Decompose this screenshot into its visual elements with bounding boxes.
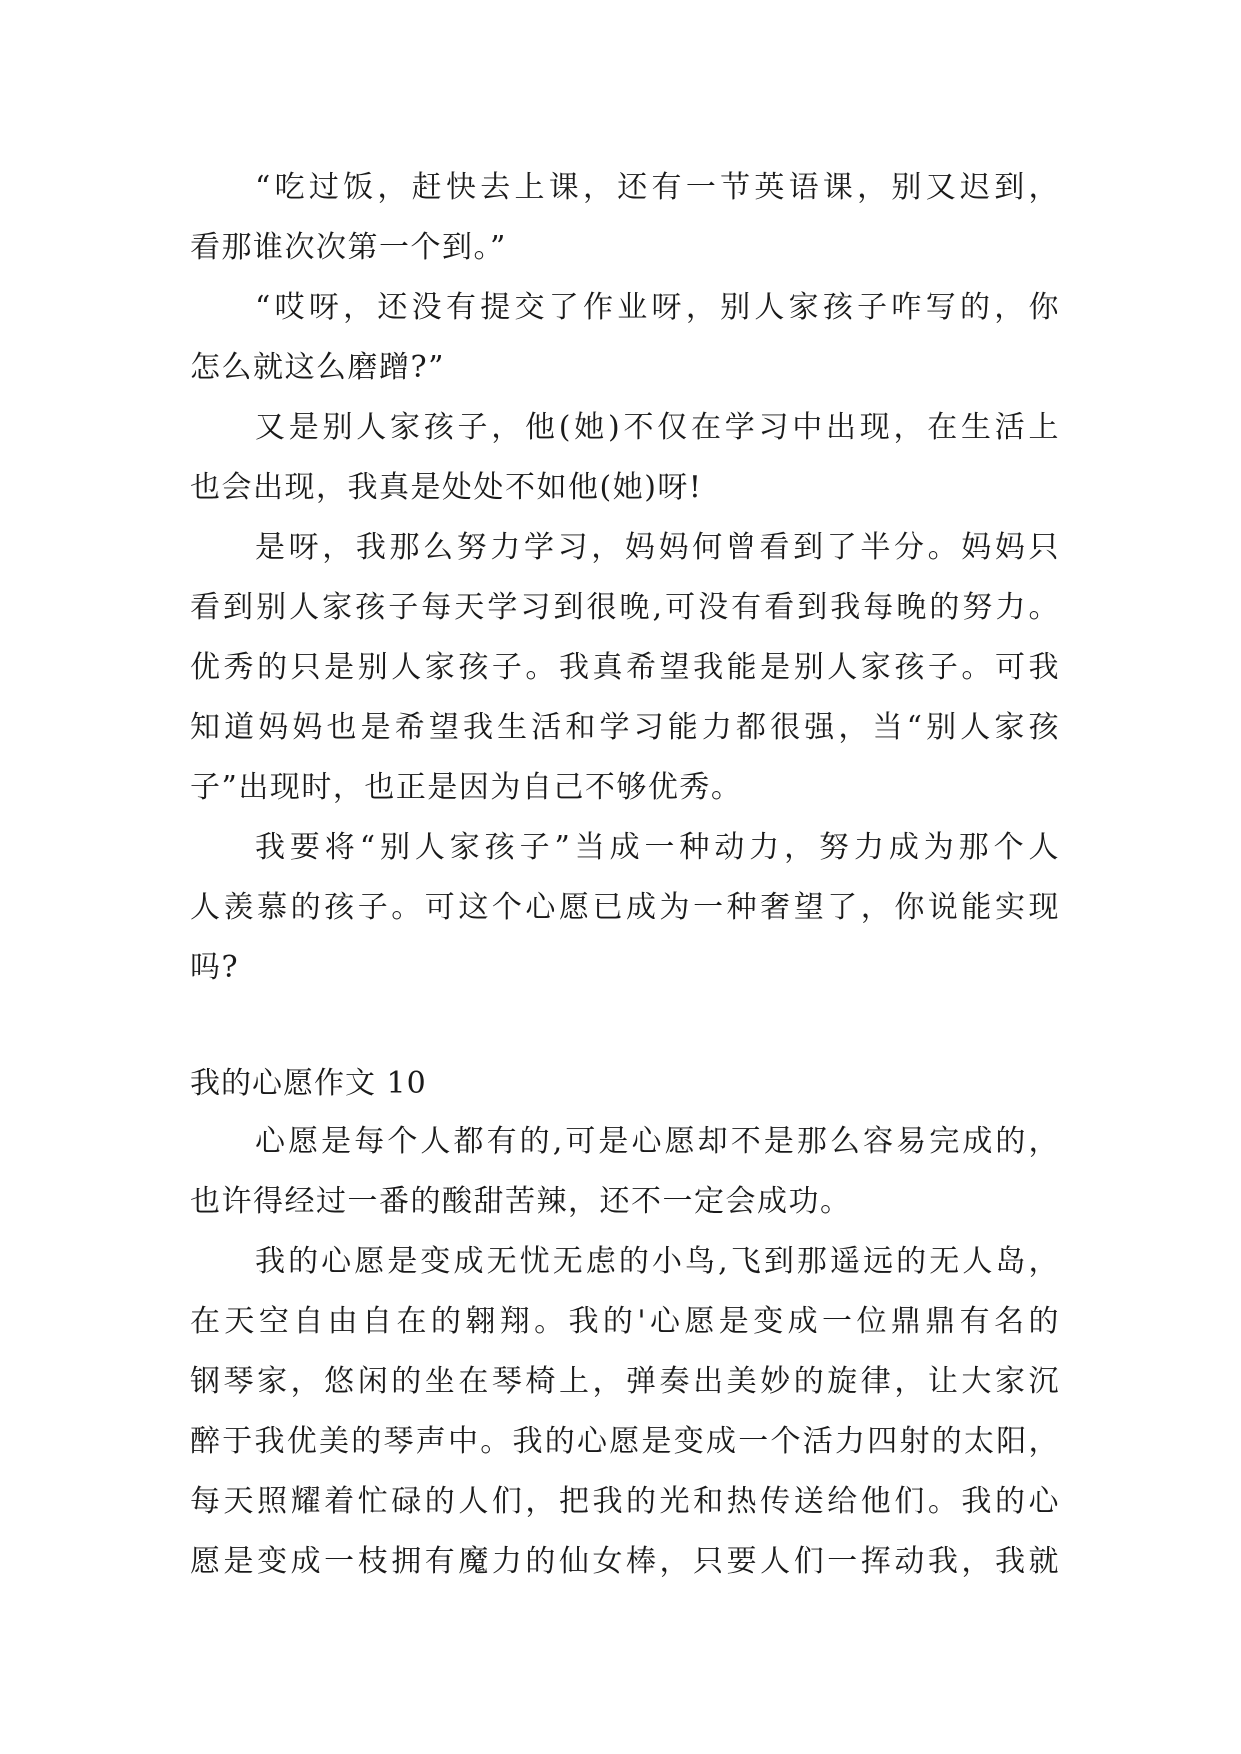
paragraph-line: “吃过饭，赶快去上课，还有一节英语课，别又迟到，	[255, 170, 1060, 205]
paragraph-line: 也会出现，我真是处处不如他(她)呀!	[190, 470, 703, 505]
paragraph-line: 是呀，我那么努力学习，妈妈何曾看到了半分。妈妈只	[255, 530, 1060, 565]
paragraph-line: 怎么就这么磨蹭?”	[190, 350, 445, 385]
paragraph-line: 看那谁次次第一个到。”	[190, 230, 507, 265]
paragraph-line: 子”出现时，也正是因为自己不够优秀。	[190, 770, 743, 805]
paragraph-line: 在天空自由自在的翱翔。我的'心愿是变成一位鼎鼎有名的	[190, 1304, 1060, 1339]
paragraph-line: “哎呀，还没有提交了作业呀，别人家孩子咋写的，你	[255, 290, 1060, 325]
paragraph-line: 吗?	[190, 950, 240, 985]
paragraph-line: 又是别人家孩子，他(她)不仅在学习中出现，在生活上	[255, 410, 1060, 445]
paragraph-line: 看到别人家孩子每天学习到很晚,可没有看到我每晚的努力。	[190, 590, 1060, 625]
paragraph-line: 心愿是每个人都有的,可是心愿却不是那么容易完成的，	[255, 1124, 1060, 1159]
paragraph-line: 我要将“别人家孩子”当成一种动力，努力成为那个人	[255, 830, 1060, 865]
paragraph-line: 每天照耀着忙碌的人们，把我的光和热传送给他们。我的心	[190, 1484, 1060, 1519]
paragraph-line: 优秀的只是别人家孩子。我真希望我能是别人家孩子。可我	[190, 650, 1060, 685]
paragraph-line: 我的心愿是变成无忧无虑的小鸟,飞到那遥远的无人岛，	[255, 1244, 1060, 1279]
paragraph-line: 醉于我优美的琴声中。我的心愿是变成一个活力四射的太阳，	[190, 1424, 1060, 1459]
paragraph-line: 知道妈妈也是希望我生活和学习能力都很强，当“别人家孩	[190, 710, 1060, 745]
paragraph-line: 人羡慕的孩子。可这个心愿已成为一种奢望了，你说能实现	[190, 890, 1060, 925]
paragraph-line: 钢琴家，悠闲的坐在琴椅上，弹奏出美妙的旋律，让大家沉	[190, 1364, 1060, 1399]
section-heading: 我的心愿作文 10	[190, 1066, 427, 1101]
paragraph-line: 愿是变成一枝拥有魔力的仙女棒，只要人们一挥动我，我就	[190, 1544, 1060, 1579]
paragraph-line: 也许得经过一番的酸甜苦辣，还不一定会成功。	[190, 1184, 852, 1219]
